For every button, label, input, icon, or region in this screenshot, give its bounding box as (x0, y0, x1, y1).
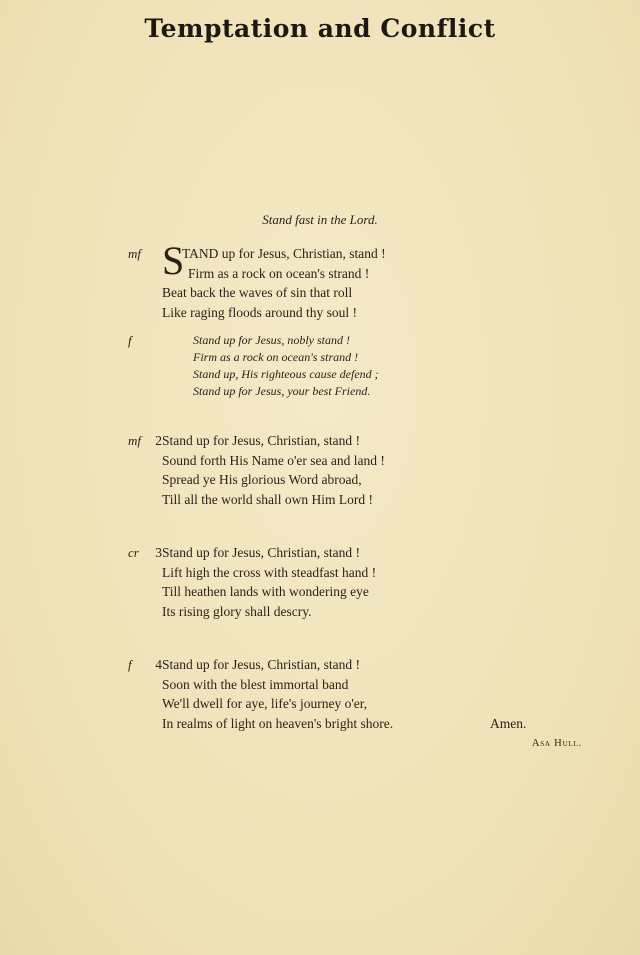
dynamic-marking: mf (128, 433, 141, 448)
dynamic-marking: cr (128, 545, 139, 560)
verse-number: 2 (155, 433, 162, 448)
drop-cap: S (162, 238, 185, 283)
line-text: Firm as a rock on ocean's strand ! (188, 265, 370, 281)
line-text: Sound forth His Name o'er sea and land ! (162, 452, 385, 468)
line-text: Stand up for Jesus, Christian, stand ! (162, 433, 360, 448)
line-text: In realms of light on heaven's bright shore. (162, 715, 394, 731)
author-credit: Asa Hull. (531, 738, 582, 749)
line-text: Stand up for Jesus, your best Friend. (193, 384, 371, 398)
amen-text: Amen. (490, 715, 527, 731)
line-text: Spread ye His glorious Word abroad, (162, 472, 362, 487)
hymn-subtitle: Stand fast in the Lord. (262, 212, 378, 227)
line-text: Like raging floods around thy soul ! (162, 304, 357, 320)
dynamic-marking: mf (128, 246, 141, 261)
dynamic-marking: f (128, 657, 132, 672)
line-text: Beat back the waves of sin that roll (162, 285, 353, 300)
line-text: Stand up for Jesus, Christian, stand ! (162, 545, 360, 560)
verse-number: 3 (155, 545, 162, 560)
line-text: Firm as a rock on ocean's strand ! (193, 350, 359, 364)
verse-number: 4 (155, 657, 162, 672)
line-text: Stand up for Jesus, nobly stand ! (193, 333, 350, 347)
line-text: Soon with the blest immortal band (162, 676, 349, 692)
line-text: Its rising glory shall descry. (162, 603, 312, 619)
line-text: Till all the world shall own Him Lord ! (162, 491, 373, 507)
line-text: Stand up for Jesus, Christian, stand ! (162, 657, 360, 672)
line-text: Stand up, His righteous cause defend ; (193, 367, 379, 381)
line-text: TAND up for Jesus, Christian, stand ! (182, 246, 386, 261)
page-header: Temptation and Conflict (144, 14, 496, 43)
line-text: We'll dwell for aye, life's journey o'er, (162, 696, 368, 711)
line-text: Till heathen lands with wondering eye (162, 584, 369, 599)
dynamic-marking: f (128, 333, 132, 348)
line-text: Lift high the cross with steadfast hand ! (162, 564, 377, 580)
